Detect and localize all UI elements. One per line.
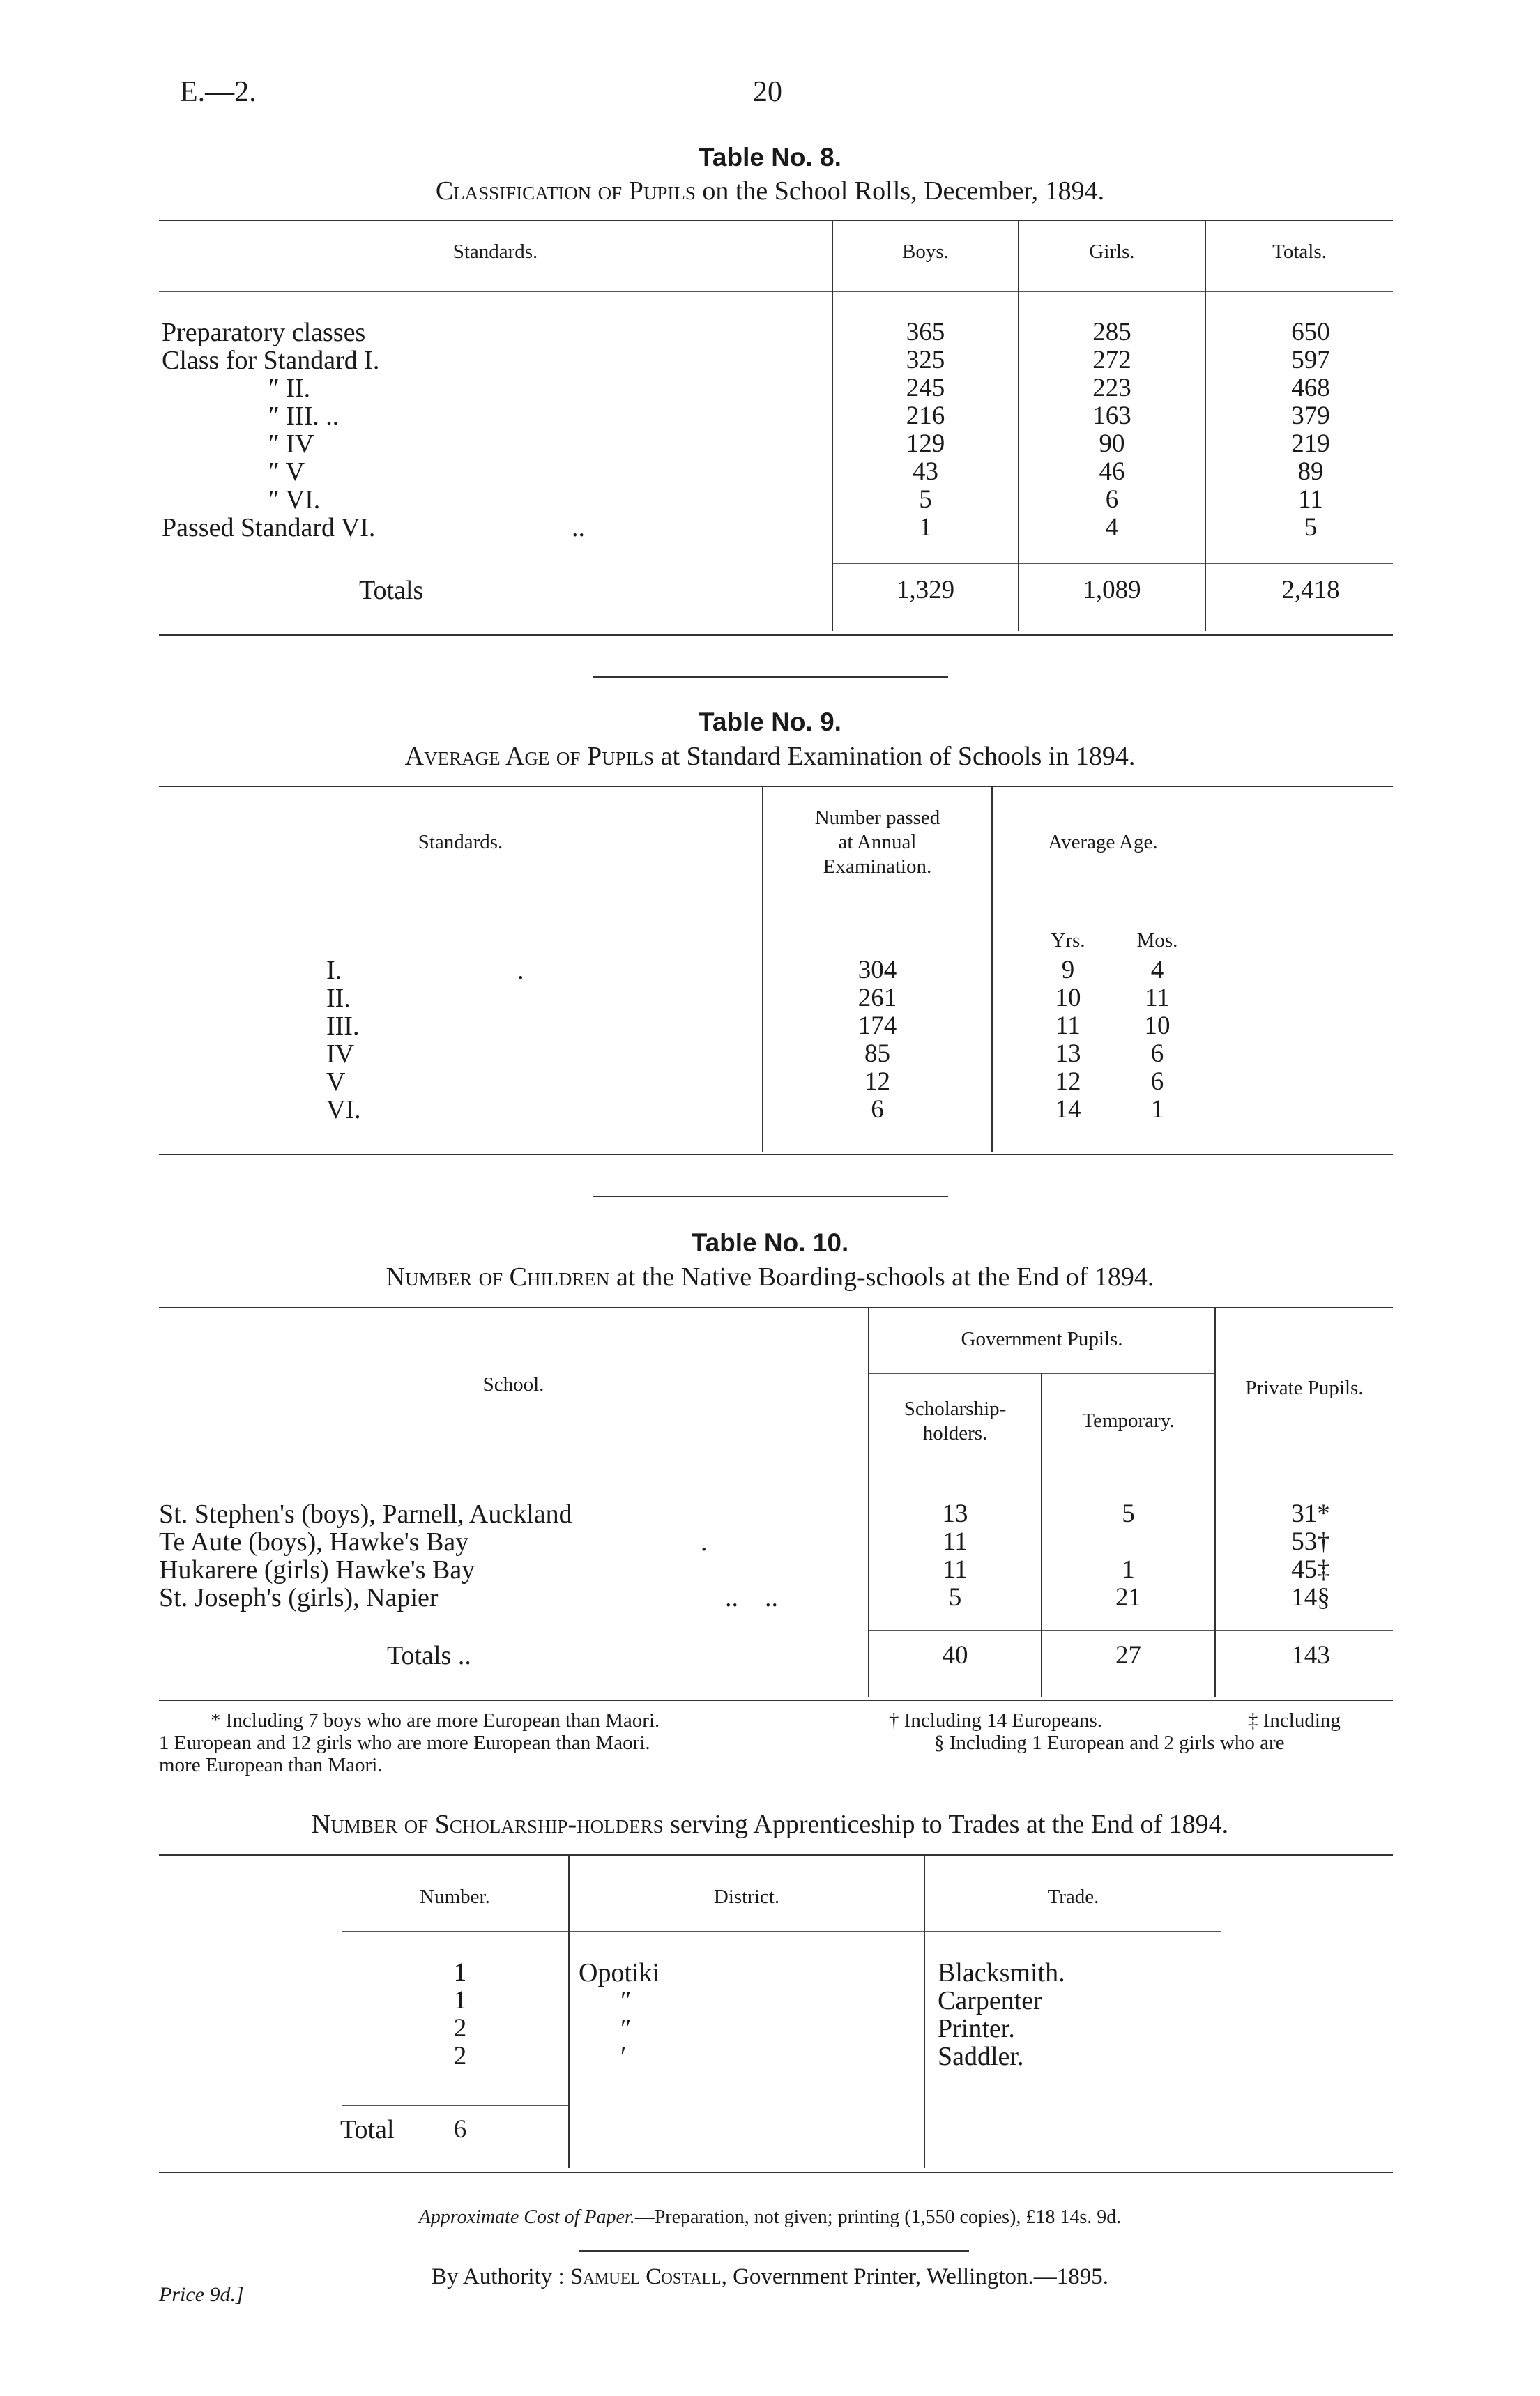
- table-9-title: Table No. 9.: [699, 708, 841, 736]
- page-number: 20: [753, 76, 782, 108]
- app-header-number: Number.: [420, 1886, 490, 1908]
- t9-header-standards: Standards.: [418, 831, 503, 853]
- table-8-title: Table No. 8.: [699, 143, 841, 171]
- page-ref: E.—2.: [180, 76, 257, 108]
- t9-header-yrs: Yrs.: [1051, 929, 1085, 952]
- table-10-title: Table No. 10.: [691, 1228, 849, 1257]
- t8-header-standards: Standards.: [452, 241, 538, 263]
- app-header-trade: Trade.: [1047, 1886, 1099, 1908]
- t10-header-school: School.: [482, 1373, 544, 1396]
- app-header-district: District.: [713, 1886, 780, 1908]
- t8-header-boys: Boys.: [902, 241, 949, 263]
- price: Price 9d.]: [159, 2283, 244, 2306]
- imprint: By Authority : Samuel Costall, Government Printer, Wellington.—1895.: [431, 2264, 1109, 2289]
- t10-header-gov: Government Pupils.: [961, 1328, 1123, 1350]
- t10-header-schol-1: Scholarship-: [904, 1398, 1007, 1420]
- apprentices-subtitle: Number of Scholarship-holders serving Apprenticeship to Trades at the End of 1894.: [311, 1810, 1229, 1839]
- t8-header-girls: Girls.: [1089, 241, 1135, 263]
- t10-header-schol-2: holders.: [922, 1422, 988, 1444]
- t9-header-passed-1: Number passed: [814, 807, 940, 829]
- table-10-subtitle: Number of Children at the Native Boarding-schools at the End of 1894.: [386, 1262, 1154, 1292]
- t9-header-passed-3: Examination.: [823, 855, 932, 878]
- t9-header-mos: Mos.: [1136, 929, 1178, 952]
- cost-note: Approximate Cost of Paper.—Preparation, not given; printing (1,550 copies), £18 14s. 9d.: [418, 2206, 1122, 2228]
- t9-header-age: Average Age.: [1048, 831, 1158, 853]
- t10-header-temp: Temporary.: [1082, 1410, 1175, 1432]
- t9-header-passed-2: at Annual: [838, 831, 917, 853]
- section-divider: [593, 1196, 948, 1197]
- table-9-subtitle: Average Age of Pupils at Standard Examination of Schools in 1894.: [404, 742, 1136, 771]
- t10-header-private: Private Pupils.: [1245, 1377, 1364, 1399]
- footer-divider: [579, 2250, 969, 2252]
- t8-header-totals: Totals.: [1272, 241, 1327, 263]
- table-8-subtitle: Classification of Pupils on the School Rolls, December, 1894.: [435, 176, 1105, 206]
- section-divider: [593, 676, 948, 678]
